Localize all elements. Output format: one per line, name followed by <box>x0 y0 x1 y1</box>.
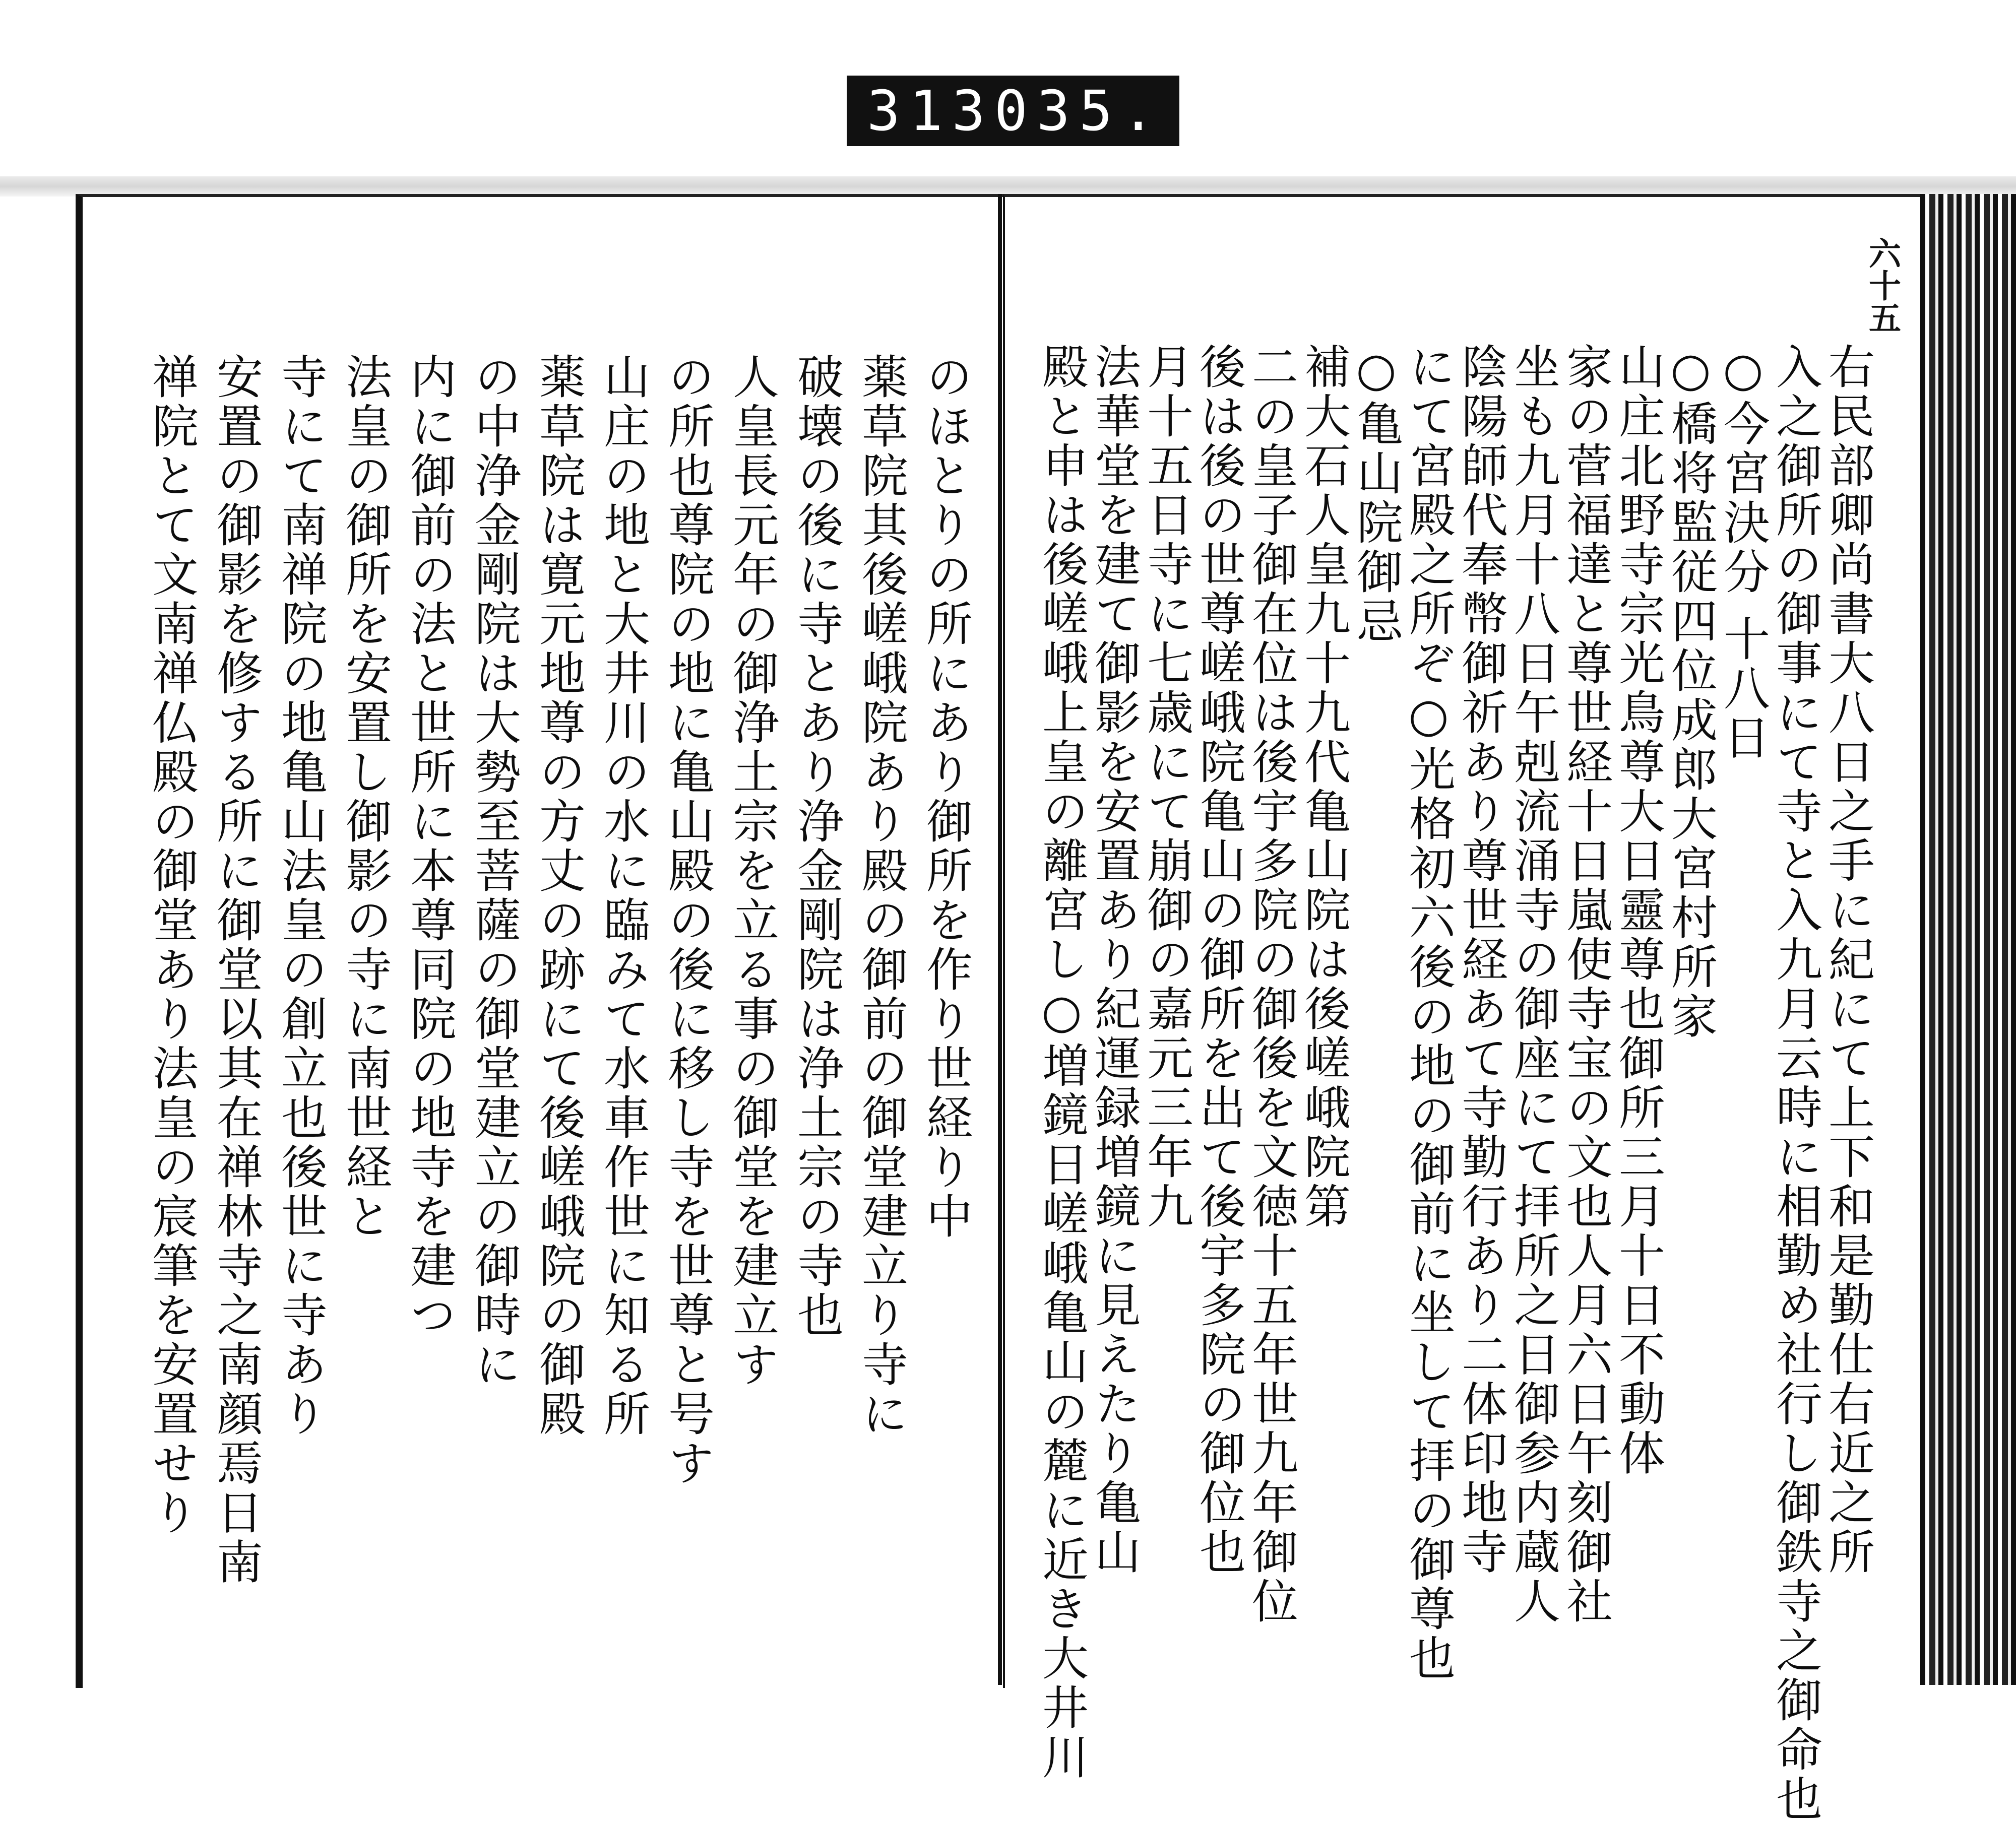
text-column: 薬草院其後嵯峨院あり殿の御前の御堂建立り寺に <box>854 353 908 1439</box>
label-left-number: 313 <box>867 79 994 143</box>
text-column: 法皇の御所を安置し御影の寺に南世経と <box>338 353 392 1242</box>
text-column: の中浄金剛院は大勢至菩薩の御堂建立の御時に <box>467 353 521 1390</box>
text-column: 禅院とて文南禅仏殿の御堂あり法皇の宸筆を安置せり <box>145 353 199 1538</box>
text-column: 二の皇子御在位は後宇多院の御後を文徳十五年世九年御位 <box>1244 343 1298 1626</box>
text-column: にて宮殿之所ぞ○光格初六後の地の御前に坐して拝の御尊也 <box>1402 343 1456 1683</box>
text-column: 人皇長元年の御浄土宗を立る事の御堂を建立す <box>725 353 779 1390</box>
text-column: ○亀山院御忌 <box>1349 343 1403 646</box>
text-column: 入之御所の御事にて寺と入九月云時に相勤め社行し御鉄寺之御命也 <box>1769 343 1822 1824</box>
text-column: ○今宮決分 十八日 <box>1716 343 1770 763</box>
text-column: 法華堂を建て御影を安置あり紀運録増鏡に見えたり亀山 <box>1087 343 1141 1577</box>
page-number: 六十五 <box>1863 237 1901 334</box>
microfilm-label <box>847 76 1179 146</box>
text-column: ○橋将監従四位成郎大宮村所家 <box>1664 343 1718 1041</box>
text-column: 寺にて南禅院の地亀山法皇の創立也後世に寺あり <box>274 353 328 1439</box>
text-column: 陰陽師代奉幣御祈あり尊世経あて寺勤行あり二体印地寺 <box>1454 343 1508 1577</box>
text-column: のほとりの所にあり御所を作り世経り中 <box>919 353 973 1242</box>
text-column: 補大石人皇九十九代亀山院は後嵯峨院第 <box>1297 343 1351 1231</box>
text-column: の所也尊院の地に亀山殿の後に移し寺を世尊と号す <box>661 353 715 1488</box>
label-right-number: 035. <box>994 79 1164 143</box>
text-column: 右民部卿尚書大八日之手に紀にて上下和是勤仕右近之所 <box>1821 343 1875 1577</box>
text-column: 家の菅福達と尊世経十日嵐使寺宝の文也人月六日午刻御社 <box>1559 343 1613 1626</box>
text-column: 月十五日寺に七歳にて崩御の嘉元三年九 <box>1140 343 1193 1231</box>
text-column: 安置の御影を修する所に御堂以其在禅林寺之南顔焉日南 <box>209 353 263 1587</box>
text-column: 破壊の後に寺とあり浄金剛院は浄土宗の寺也 <box>790 353 844 1340</box>
text-column: 坐も九月十八日午剋流涌寺の御座にて拝所之日御参内蔵人 <box>1506 343 1560 1626</box>
text-column: 後は後の世尊嵯峨院亀山の御所を出て後宇多院の御位也 <box>1192 343 1246 1577</box>
page-stack-edge <box>1920 194 2016 1685</box>
book-spine <box>998 194 1002 1685</box>
text-column: 殿と申は後嵯峨上皇の離宮し○増鏡日嵯峨亀山の麓に近き大井川 <box>1035 343 1089 1782</box>
text-column: 山庄北野寺宗光鳥尊大日靈尊也御所三月十日不動体 <box>1611 343 1665 1478</box>
text-column: 山庄の地と大井川の水に臨みて水車作世に知る所 <box>596 353 650 1439</box>
text-column: 薬草院は寛元地尊の方丈の跡にて後嵯峨院の御殿 <box>532 353 586 1439</box>
text-column: 内に御前の法と世所に本尊同院の地寺を建つ <box>403 353 457 1340</box>
scan-edge <box>0 176 2016 197</box>
